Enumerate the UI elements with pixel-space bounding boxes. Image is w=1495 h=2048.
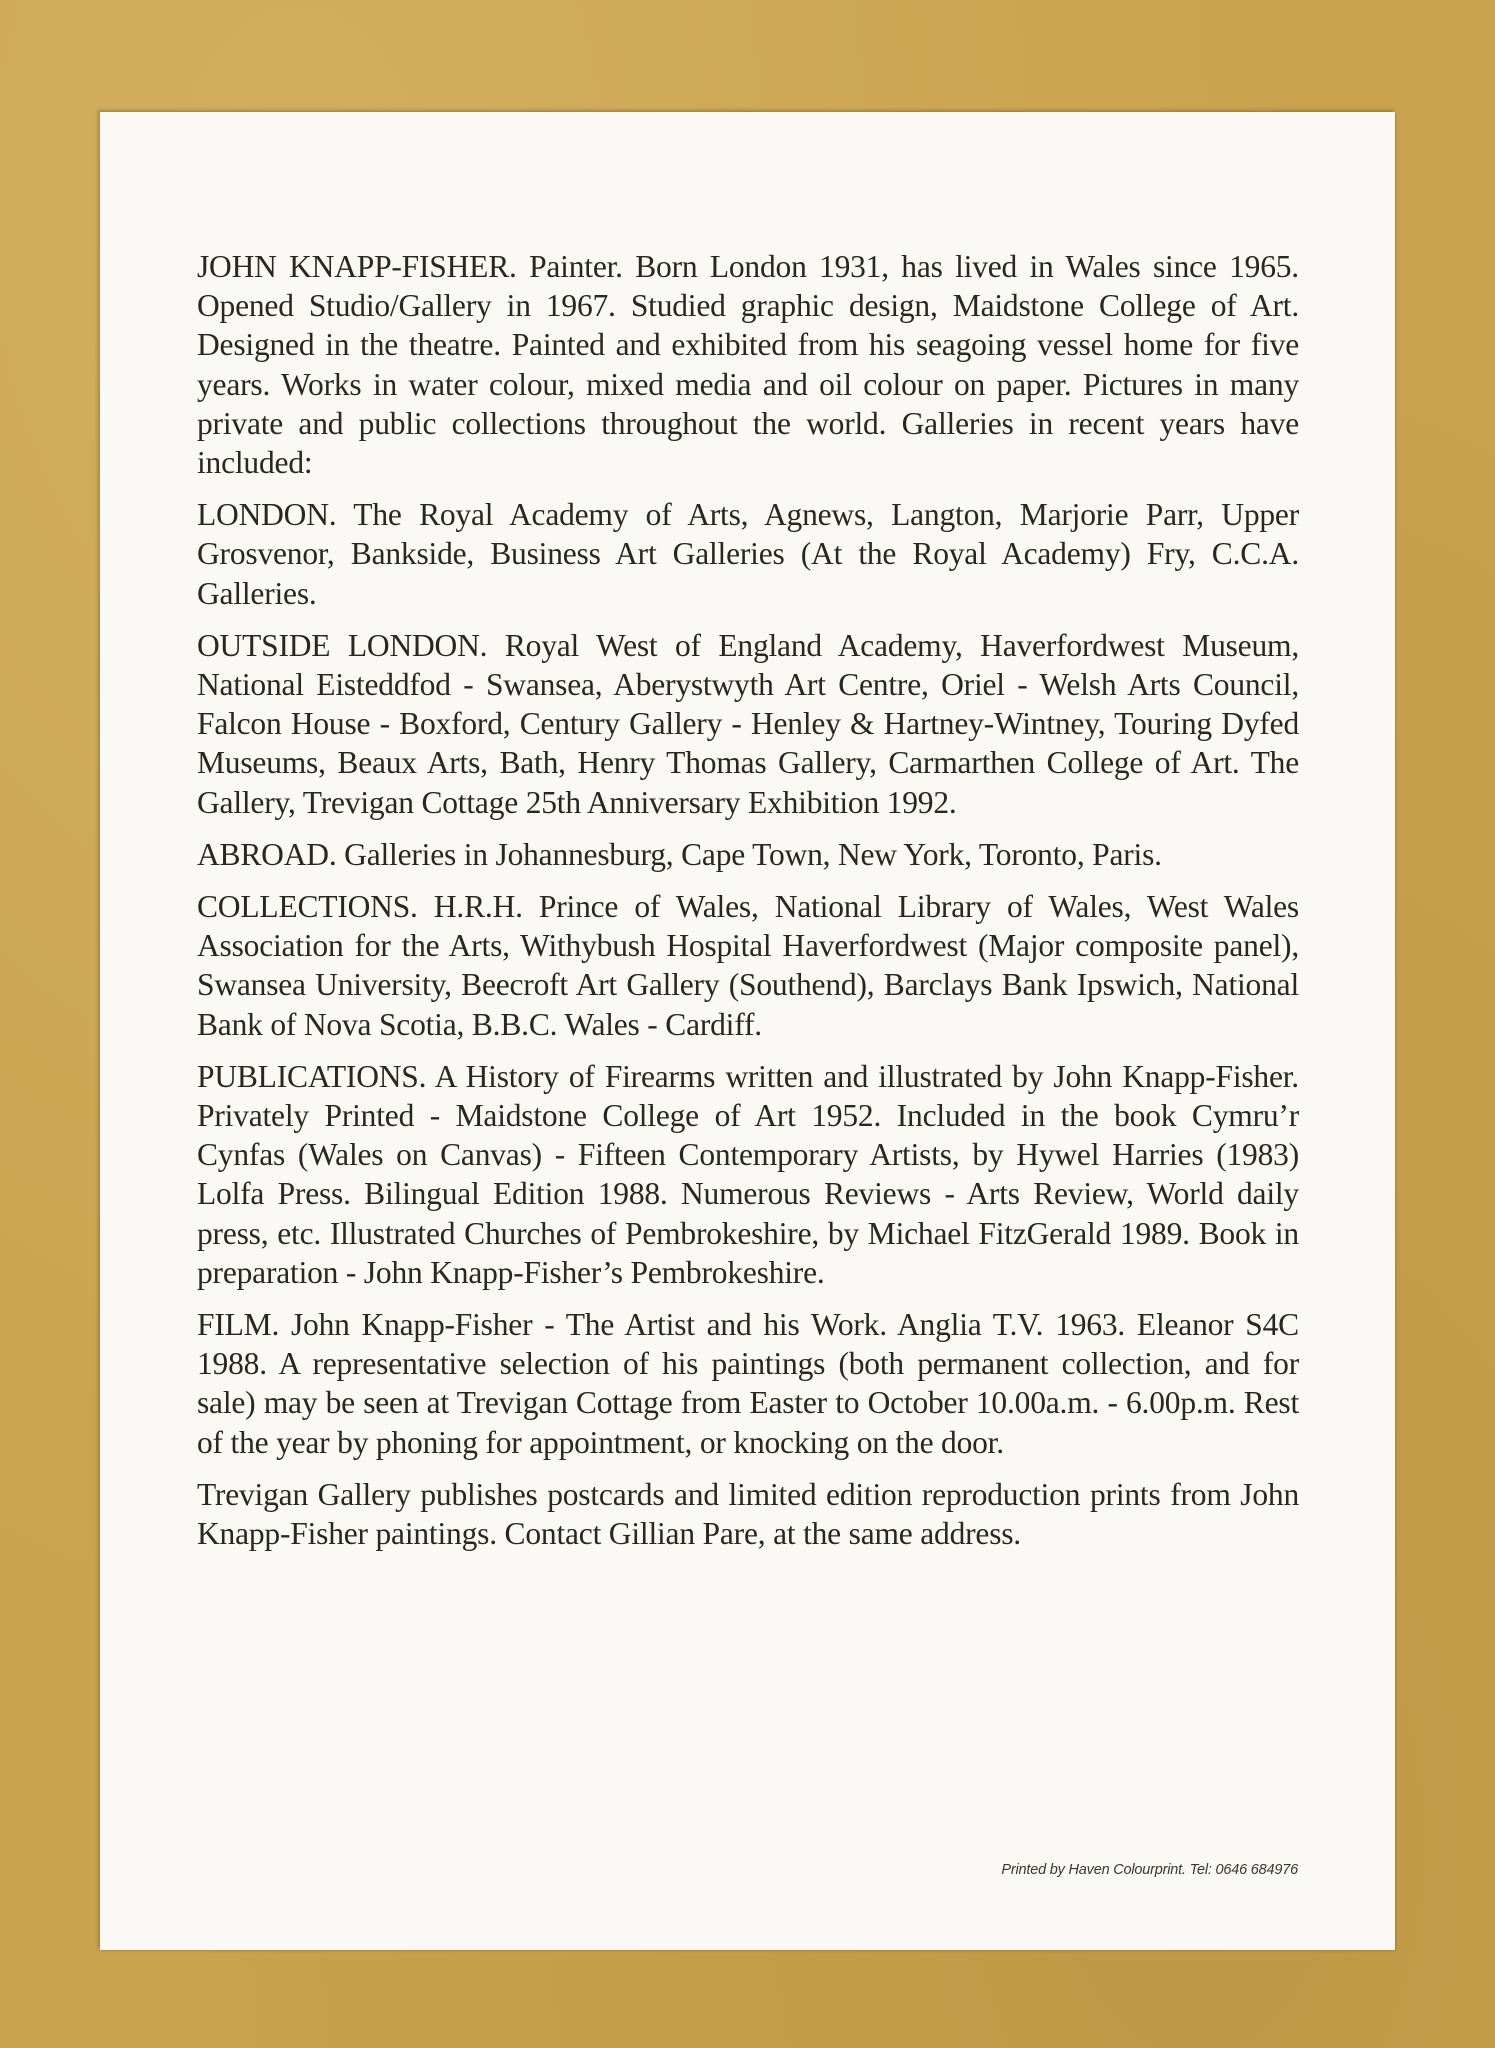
paragraph-abroad: ABROAD. Galleries in Johannesburg, Cape Town, New York, Toronto, Paris.: [197, 836, 1162, 872]
biography-text: [197, 247, 1299, 1566]
paragraph-london: LONDON. The Royal Academy of Arts, Agnews, Langton, Marjorie Parr, Upper Grosvenor, Bankside, Business Art Galleries (At the Royal Academy) Fry, C.C.A. Galleries.: [197, 497, 1299, 611]
paragraph-collections: COLLECTIONS. H.R.H. Prince of Wales, National Library of Wales, West Wales Association for the Arts, Withybush Hospital Haverfordwest (Major composite panel), Swansea University, Beecroft Art Gallery (Southend), Barclays Bank Ipswich, National Bank of Nova Scotia, B.B.C. Wales - Cardiff.: [197, 889, 1299, 1042]
printer-credit: Printed by Haven Colourprint. Tel: 0646 684976: [1001, 1862, 1298, 1878]
paragraph-introduction: JOHN KNAPP-FISHER. Painter. Born London 1931, has lived in Wales since 1965. Opened Studio/Gallery in 1967. Studied graphic design, Maidstone College of Art. Designed in the theatre. Painted and exhibited from his seagoing vessel home for five years. Works in water colour, mixed media and oil colour on paper. Pictures in many private and public collections throughout the world. Galleries in recent years have included:: [197, 249, 1299, 481]
postcard: [100, 112, 1395, 1950]
paragraph-film: FILM. John Knapp-Fisher - The Artist and his Work. Anglia T.V. 1963. Eleanor S4C 1988. A representative selection of his paintings (both permanent collection, and for sale) may be seen at Trevigan Cottage from Easter to October 10.00a.m. - 6.00p.m. Rest of the year by phoning for appointment, or knocking on the door.: [197, 1307, 1299, 1460]
paragraph-outside-london: OUTSIDE LONDON. Royal West of England Academy, Haverfordwest Museum, National Eisteddfod - Swansea, Aberystwyth Art Centre, Oriel - Welsh Arts Council, Falcon House - Boxford, Century Gallery - Henley & Hartney-Wintney, Touring Dyfed Museums, Beaux Arts, Bath, Henry Thomas Gallery, Carmarthen College of Art. The Gallery, Trevigan Cottage 25th Anniversary Exhibition 1992.: [197, 627, 1299, 820]
paragraph-publications: PUBLICATIONS. A History of Firearms written and illustrated by John Knapp-Fisher. Privately Printed - Maidstone College of Art 1952. Included in the book Cymru’r Cynfas (Wales on Canvas) - Fifteen Contemporary Artists, by Hywel Harries (1983) Lolfa Press. Bilingual Edition 1988. Numerous Reviews - Arts Review, World daily press, etc. Illustrated Churches of Pembrokeshire, by Michael FitzGerald 1989. Book in preparation - John Knapp-Fisher’s Pembrokeshire.: [197, 1058, 1299, 1290]
paragraph-trevigan-gallery: Trevigan Gallery publishes postcards and limited edition reproduction prints from John Knapp-Fisher paintings. Contact Gillian Pare, at the same address.: [197, 1476, 1299, 1552]
